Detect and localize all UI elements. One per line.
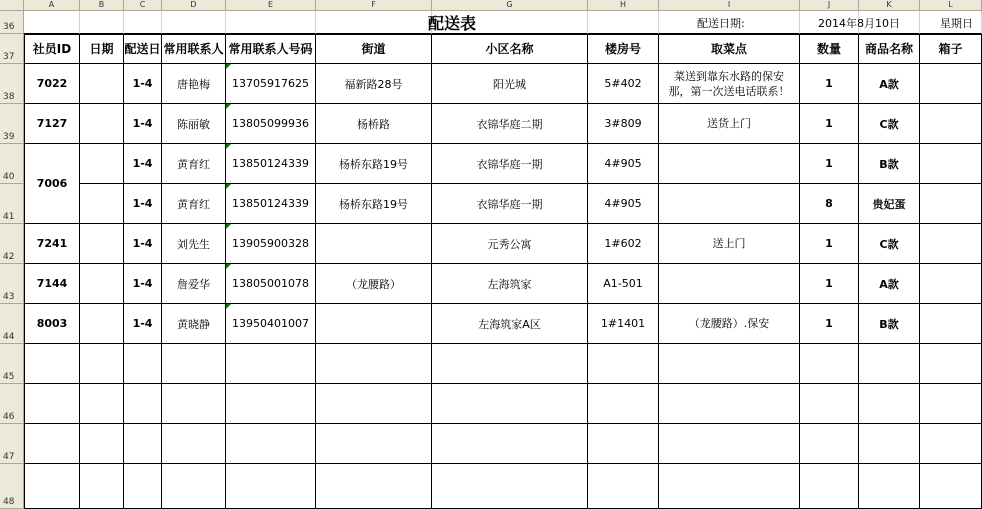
cell-street[interactable]: 杨桥路	[316, 104, 432, 144]
column-header-h[interactable]: H	[588, 0, 659, 11]
cell-delivery-day[interactable]: 1-4	[124, 64, 162, 104]
cell-pickup-point[interactable]	[659, 144, 800, 184]
empty-cell[interactable]	[859, 384, 920, 424]
cell-contact[interactable]: 刘先生	[162, 224, 226, 264]
empty-cell[interactable]	[162, 344, 226, 384]
empty-cell[interactable]	[588, 384, 659, 424]
cell-product-name[interactable]: C款	[859, 104, 920, 144]
row-header-47[interactable]	[0, 424, 24, 464]
cell-contact[interactable]: 詹爱华	[162, 264, 226, 304]
title-row-cell[interactable]	[226, 11, 316, 34]
cell-contact-phone[interactable]: 13850124339	[226, 144, 316, 184]
cell-box[interactable]	[920, 144, 982, 184]
header-delivery-day[interactable]: 配送日	[124, 34, 162, 64]
column-header-c[interactable]: C	[124, 0, 162, 11]
empty-cell[interactable]	[316, 424, 432, 464]
empty-cell[interactable]	[124, 384, 162, 424]
empty-cell[interactable]	[124, 424, 162, 464]
row-number: 45	[3, 372, 15, 382]
note-marker-icon	[226, 104, 231, 109]
note-marker-icon	[226, 64, 231, 69]
row-number: 48	[3, 497, 15, 507]
empty-cell[interactable]	[316, 384, 432, 424]
column-header-k[interactable]: K	[859, 0, 920, 11]
row-number: 43	[3, 292, 15, 302]
empty-cell[interactable]	[432, 344, 588, 384]
cell-pickup-point[interactable]: （龙腰路）.保安	[659, 304, 800, 344]
empty-cell[interactable]	[226, 424, 316, 464]
cell-member-id[interactable]: 7006	[24, 144, 80, 224]
cell-quantity[interactable]: 1	[800, 64, 859, 104]
cell-street[interactable]: 杨桥东路19号	[316, 184, 432, 224]
title-row-cell[interactable]	[162, 11, 226, 34]
cell-street[interactable]: 杨桥东路19号	[316, 144, 432, 184]
cell-product-name[interactable]: B款	[859, 304, 920, 344]
title-row-cell[interactable]	[588, 11, 659, 34]
cell-box[interactable]	[920, 184, 982, 224]
empty-cell[interactable]	[24, 464, 80, 509]
row-number: 37	[3, 52, 15, 62]
empty-cell[interactable]	[432, 424, 588, 464]
delivery-date-value[interactable]: 2014年8月10日	[818, 16, 900, 30]
column-header-a[interactable]: A	[24, 0, 80, 11]
header-box[interactable]: 箱子	[920, 34, 982, 64]
empty-cell[interactable]	[859, 464, 920, 509]
cell-date[interactable]	[80, 264, 124, 304]
header-contact-phone[interactable]: 常用联系人号码	[226, 34, 316, 64]
cell-community[interactable]: 衣锦华庭一期	[432, 144, 588, 184]
cell-contact-phone[interactable]: 13950401007	[226, 304, 316, 344]
empty-cell[interactable]	[162, 384, 226, 424]
header-member-id[interactable]: 社员ID	[24, 34, 80, 64]
cell-quantity[interactable]: 1	[800, 264, 859, 304]
empty-cell[interactable]	[588, 424, 659, 464]
empty-cell[interactable]	[226, 344, 316, 384]
cell-community[interactable]: 左海筑家	[432, 264, 588, 304]
cell-contact-phone[interactable]: 13805001078	[226, 264, 316, 304]
empty-cell[interactable]	[859, 344, 920, 384]
header-street[interactable]: 街道	[316, 34, 432, 64]
row-header-48[interactable]	[0, 464, 24, 509]
empty-cell[interactable]	[226, 464, 316, 509]
empty-cell[interactable]	[659, 344, 800, 384]
cell-pickup-point[interactable]: 送货上门	[659, 104, 800, 144]
cell-street[interactable]: （龙腰路）	[316, 264, 432, 304]
empty-cell[interactable]	[80, 344, 124, 384]
cell-contact[interactable]: 唐艳梅	[162, 64, 226, 104]
title-row-cell[interactable]	[80, 11, 124, 34]
title-row-cell[interactable]	[24, 11, 80, 34]
cell-community[interactable]: 元秀公寓	[432, 224, 588, 264]
cell-contact-phone[interactable]: 13805099936	[226, 104, 316, 144]
cell-quantity[interactable]: 1	[800, 104, 859, 144]
empty-cell[interactable]	[588, 464, 659, 509]
empty-cell[interactable]	[24, 384, 80, 424]
cell-community[interactable]: 左海筑家A区	[432, 304, 588, 344]
empty-cell[interactable]	[80, 424, 124, 464]
header-quantity[interactable]: 数量	[800, 34, 859, 64]
empty-cell[interactable]	[24, 344, 80, 384]
row-header-45[interactable]	[0, 344, 24, 384]
cell-street[interactable]	[316, 304, 432, 344]
empty-cell[interactable]	[800, 424, 859, 464]
column-header-g[interactable]: G	[432, 0, 588, 11]
cell-contact[interactable]: 陈丽敏	[162, 104, 226, 144]
cell-pickup-point[interactable]	[659, 264, 800, 304]
empty-cell[interactable]	[316, 344, 432, 384]
cell-box[interactable]	[920, 304, 982, 344]
cell-quantity[interactable]: 1	[800, 144, 859, 184]
cell-date[interactable]	[80, 184, 124, 224]
cell-quantity[interactable]: 1	[800, 304, 859, 344]
empty-cell[interactable]	[920, 344, 982, 384]
note-marker-icon	[226, 184, 231, 189]
empty-cell[interactable]	[80, 384, 124, 424]
cell-room-number[interactable]: 5#402	[588, 64, 659, 104]
cell-product-name[interactable]: C款	[859, 224, 920, 264]
column-header-f[interactable]: F	[316, 0, 432, 11]
row-header-36[interactable]	[0, 11, 24, 34]
column-header-l[interactable]: L	[920, 0, 982, 11]
cell-quantity[interactable]: 8	[800, 184, 859, 224]
row-number: 47	[3, 452, 15, 462]
cell-delivery-day[interactable]: 1-4	[124, 224, 162, 264]
cell-box[interactable]	[920, 64, 982, 104]
cell-contact-phone[interactable]: 13705917625	[226, 64, 316, 104]
cell-room-number[interactable]: 3#809	[588, 104, 659, 144]
cell-contact[interactable]: 黄育红	[162, 144, 226, 184]
cell-delivery-day[interactable]: 1-4	[124, 104, 162, 144]
header-product-name[interactable]: 商品名称	[859, 34, 920, 64]
empty-cell[interactable]	[24, 424, 80, 464]
cell-room-number[interactable]: 1#602	[588, 224, 659, 264]
row-header-38[interactable]	[0, 64, 24, 104]
empty-cell[interactable]	[162, 424, 226, 464]
row-number: 41	[3, 212, 15, 222]
cell-date[interactable]	[80, 144, 124, 184]
row-header-42[interactable]	[0, 224, 24, 264]
empty-cell[interactable]	[920, 384, 982, 424]
weekday-value[interactable]: 星期日	[940, 16, 973, 30]
empty-cell[interactable]	[920, 424, 982, 464]
cell-contact-phone[interactable]: 13850124339	[226, 184, 316, 224]
row-number: 44	[3, 332, 15, 342]
cell-member-id[interactable]: 7144	[24, 264, 80, 304]
row-number: 46	[3, 412, 15, 422]
row-header-44[interactable]	[0, 304, 24, 344]
cell-member-id[interactable]: 7241	[24, 224, 80, 264]
empty-cell[interactable]	[800, 384, 859, 424]
note-marker-icon	[226, 304, 231, 309]
cell-delivery-day[interactable]: 1-4	[124, 304, 162, 344]
column-header-j[interactable]: J	[800, 0, 859, 11]
empty-cell[interactable]	[226, 384, 316, 424]
cell-street[interactable]	[316, 224, 432, 264]
cell-product-name[interactable]: B款	[859, 144, 920, 184]
column-header-i[interactable]: I	[659, 0, 800, 11]
column-header-b[interactable]: B	[80, 0, 124, 11]
row-header-39[interactable]	[0, 104, 24, 144]
cell-pickup-point[interactable]	[659, 184, 800, 224]
cell-box[interactable]	[920, 264, 982, 304]
cell-box[interactable]	[920, 224, 982, 264]
empty-cell[interactable]	[588, 344, 659, 384]
empty-cell[interactable]	[316, 464, 432, 509]
cell-delivery-day[interactable]: 1-4	[124, 184, 162, 224]
cell-contact[interactable]: 黄育红	[162, 184, 226, 224]
empty-cell[interactable]	[800, 344, 859, 384]
cell-product-name[interactable]: A款	[859, 64, 920, 104]
empty-cell[interactable]	[659, 384, 800, 424]
empty-cell[interactable]	[920, 464, 982, 509]
row-header-41[interactable]	[0, 184, 24, 224]
cell-pickup-point[interactable]: 送上门	[659, 224, 800, 264]
cell-street[interactable]: 福新路28号	[316, 64, 432, 104]
row-number: 36	[3, 22, 15, 32]
empty-cell[interactable]	[80, 464, 124, 509]
column-header-e[interactable]: E	[226, 0, 316, 11]
cell-date[interactable]	[80, 104, 124, 144]
empty-cell[interactable]	[859, 424, 920, 464]
empty-cell[interactable]	[659, 464, 800, 509]
cell-date[interactable]	[80, 304, 124, 344]
header-pickup-point[interactable]: 取菜点	[659, 34, 800, 64]
empty-cell[interactable]	[124, 344, 162, 384]
row-header-40[interactable]	[0, 144, 24, 184]
cell-community[interactable]: 阳光城	[432, 64, 588, 104]
delivery-date-label: 配送日期:	[697, 16, 745, 30]
empty-cell[interactable]	[432, 464, 588, 509]
row-header-43[interactable]	[0, 264, 24, 304]
cell-quantity[interactable]: 1	[800, 224, 859, 264]
note-marker-icon	[226, 224, 231, 229]
cell-date[interactable]	[80, 224, 124, 264]
cell-delivery-day[interactable]: 1-4	[124, 144, 162, 184]
note-marker-icon	[226, 264, 231, 269]
column-header-d[interactable]: D	[162, 0, 226, 11]
select-all-corner[interactable]	[0, 0, 24, 11]
cell-room-number[interactable]: 4#905	[588, 184, 659, 224]
cell-member-id[interactable]: 7127	[24, 104, 80, 144]
cell-box[interactable]	[920, 104, 982, 144]
cell-room-number[interactable]: 4#905	[588, 144, 659, 184]
cell-product-name[interactable]: 贵妃蛋	[859, 184, 920, 224]
cell-community[interactable]: 衣锦华庭二期	[432, 104, 588, 144]
cell-product-name[interactable]: A款	[859, 264, 920, 304]
sheet-title: 配送表	[427, 14, 476, 33]
cell-member-id[interactable]: 7022	[24, 64, 80, 104]
row-number: 39	[3, 132, 15, 142]
header-date[interactable]: 日期	[80, 34, 124, 64]
row-number: 38	[3, 92, 15, 102]
header-contact[interactable]: 常用联系人	[162, 34, 226, 64]
header-room-number[interactable]: 楼房号	[588, 34, 659, 64]
row-header-37[interactable]	[0, 34, 24, 64]
row-header-46[interactable]	[0, 384, 24, 424]
cell-community[interactable]: 衣锦华庭一期	[432, 184, 588, 224]
cell-room-number[interactable]: 1#1401	[588, 304, 659, 344]
empty-cell[interactable]	[432, 384, 588, 424]
empty-cell[interactable]	[659, 424, 800, 464]
cell-pickup-point[interactable]: 菜送到靠东水路的保安那，第一次送电话联系！	[659, 64, 800, 104]
cell-delivery-day[interactable]: 1-4	[124, 264, 162, 304]
cell-contact[interactable]: 黄晓静	[162, 304, 226, 344]
row-number: 42	[3, 252, 15, 262]
row-number: 40	[3, 172, 15, 182]
empty-cell[interactable]	[124, 464, 162, 509]
cell-room-number[interactable]: A1-501	[588, 264, 659, 304]
header-community[interactable]: 小区名称	[432, 34, 588, 64]
empty-cell[interactable]	[800, 464, 859, 509]
cell-date[interactable]	[80, 64, 124, 104]
note-marker-icon	[226, 144, 231, 149]
cell-contact-phone[interactable]: 13905900328	[226, 224, 316, 264]
empty-cell[interactable]	[162, 464, 226, 509]
cell-member-id[interactable]: 8003	[24, 304, 80, 344]
title-row-cell[interactable]	[124, 11, 162, 34]
